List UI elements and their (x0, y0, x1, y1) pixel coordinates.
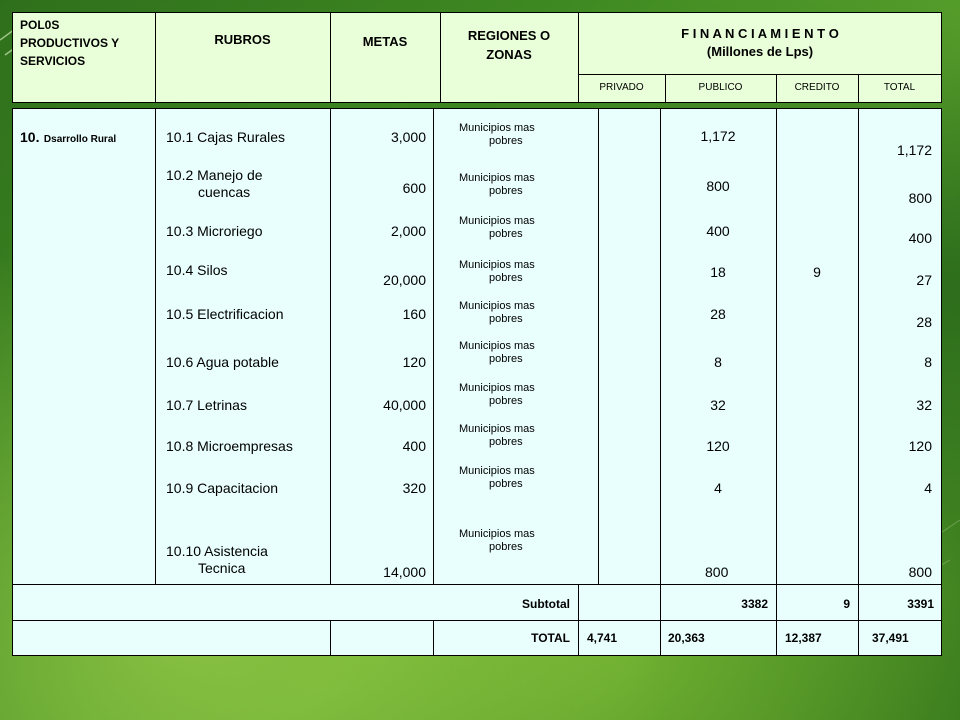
meta-cell: 600 (402, 180, 426, 196)
region-cell: Municipios mas pobres (459, 300, 535, 326)
rubro-cell: 10.9 Capacitacion (166, 480, 279, 496)
publico-cell: 32 (710, 397, 726, 413)
publico-cell: 800 (705, 564, 729, 580)
total-cell: 28 (916, 314, 932, 330)
subtotal-total: 3391 (907, 597, 934, 611)
header-millones: (Millones de Lps) (706, 44, 814, 59)
publico-cell: 28 (710, 306, 726, 322)
header-publico: PUBLICO (698, 82, 743, 93)
subtotal-publico: 3382 (741, 597, 768, 611)
total-total: 37,491 (872, 631, 909, 645)
rubro-cell: 10.7 Letrinas (166, 397, 247, 413)
total-cell: 32 (916, 397, 932, 413)
region-cell: Municipios mas pobres (459, 465, 535, 491)
total-credito: 12,387 (785, 631, 822, 645)
meta-cell: 120 (402, 354, 426, 370)
meta-cell: 3,000 (390, 129, 426, 145)
total-cell: 1,172 (896, 142, 932, 158)
publico-cell: 8 (714, 354, 722, 370)
meta-cell: 400 (402, 438, 426, 454)
section-name: Dsarrollo Rural (43, 134, 117, 145)
publico-cell: 18 (710, 264, 726, 280)
rubro-cell: 10.8 Microempresas (166, 438, 293, 454)
publico-cell: 800 (706, 178, 730, 194)
total-privado: 4,741 (587, 631, 618, 645)
region-cell: Municipios mas pobres (459, 382, 535, 408)
header-rubros: RUBROS (214, 32, 271, 47)
meta-cell: 40,000 (383, 397, 426, 413)
total-label: TOTAL (531, 631, 570, 645)
region-cell: Municipios mas pobres (459, 528, 535, 554)
rubro-cell: 10.4 Silos (166, 262, 228, 278)
header-polos: POL0S PRODUCTIVOS Y SERVICIOS (20, 18, 120, 68)
header-total: TOTAL (883, 82, 916, 93)
meta-cell: 160 (402, 306, 426, 322)
total-cell: 4 (924, 480, 932, 496)
rubro-cell: 10.1 Cajas Rurales (166, 129, 286, 145)
total-cell: 800 (908, 564, 932, 580)
total-cell: 800 (908, 190, 932, 206)
total-publico: 20,363 (668, 631, 705, 645)
rubro-cell: 10.10 Asistencia Tecnica (166, 543, 268, 576)
rubro-cell: 10.2 Manejo de cuencas (166, 167, 263, 200)
publico-cell: 1,172 (700, 128, 736, 144)
header-credito: CREDITO (794, 82, 840, 93)
region-cell: Municipios mas pobres (459, 122, 535, 148)
meta-cell: 20,000 (383, 272, 426, 288)
header-metas: METAS (362, 34, 408, 49)
rubro-cell: 10.6 Agua potable (166, 354, 279, 370)
publico-cell: 120 (706, 438, 730, 454)
total-cell: 27 (916, 272, 932, 288)
credito-cell: 9 (813, 264, 821, 280)
meta-cell: 320 (402, 480, 426, 496)
region-cell: Municipios mas pobres (459, 340, 535, 366)
rubro-cell: 10.5 Electrificacion (166, 306, 284, 322)
rubro-cell: 10.3 Microriego (166, 223, 263, 239)
header-financiamiento: F I N A N C I A M I E N T O (681, 26, 839, 41)
publico-cell: 400 (706, 223, 730, 239)
total-cell: 8 (924, 354, 932, 370)
total-cell: 120 (908, 438, 932, 454)
meta-cell: 2,000 (390, 223, 426, 239)
subtotal-credito: 9 (843, 597, 850, 611)
region-cell: Municipios mas pobres (459, 215, 535, 241)
section-number: 10. (20, 129, 40, 145)
region-cell: Municipios mas pobres (459, 423, 535, 449)
meta-cell: 14,000 (383, 564, 426, 580)
region-cell: Municipios mas pobres (459, 172, 535, 198)
publico-cell: 4 (714, 480, 722, 496)
header-regiones: REGIONES O ZONAS (467, 28, 551, 62)
total-cell: 400 (908, 230, 932, 246)
header-privado: PRIVADO (599, 82, 644, 93)
section-label (20, 128, 116, 147)
region-cell: Municipios mas pobres (459, 259, 535, 285)
subtotal-label: Subtotal (522, 597, 570, 611)
